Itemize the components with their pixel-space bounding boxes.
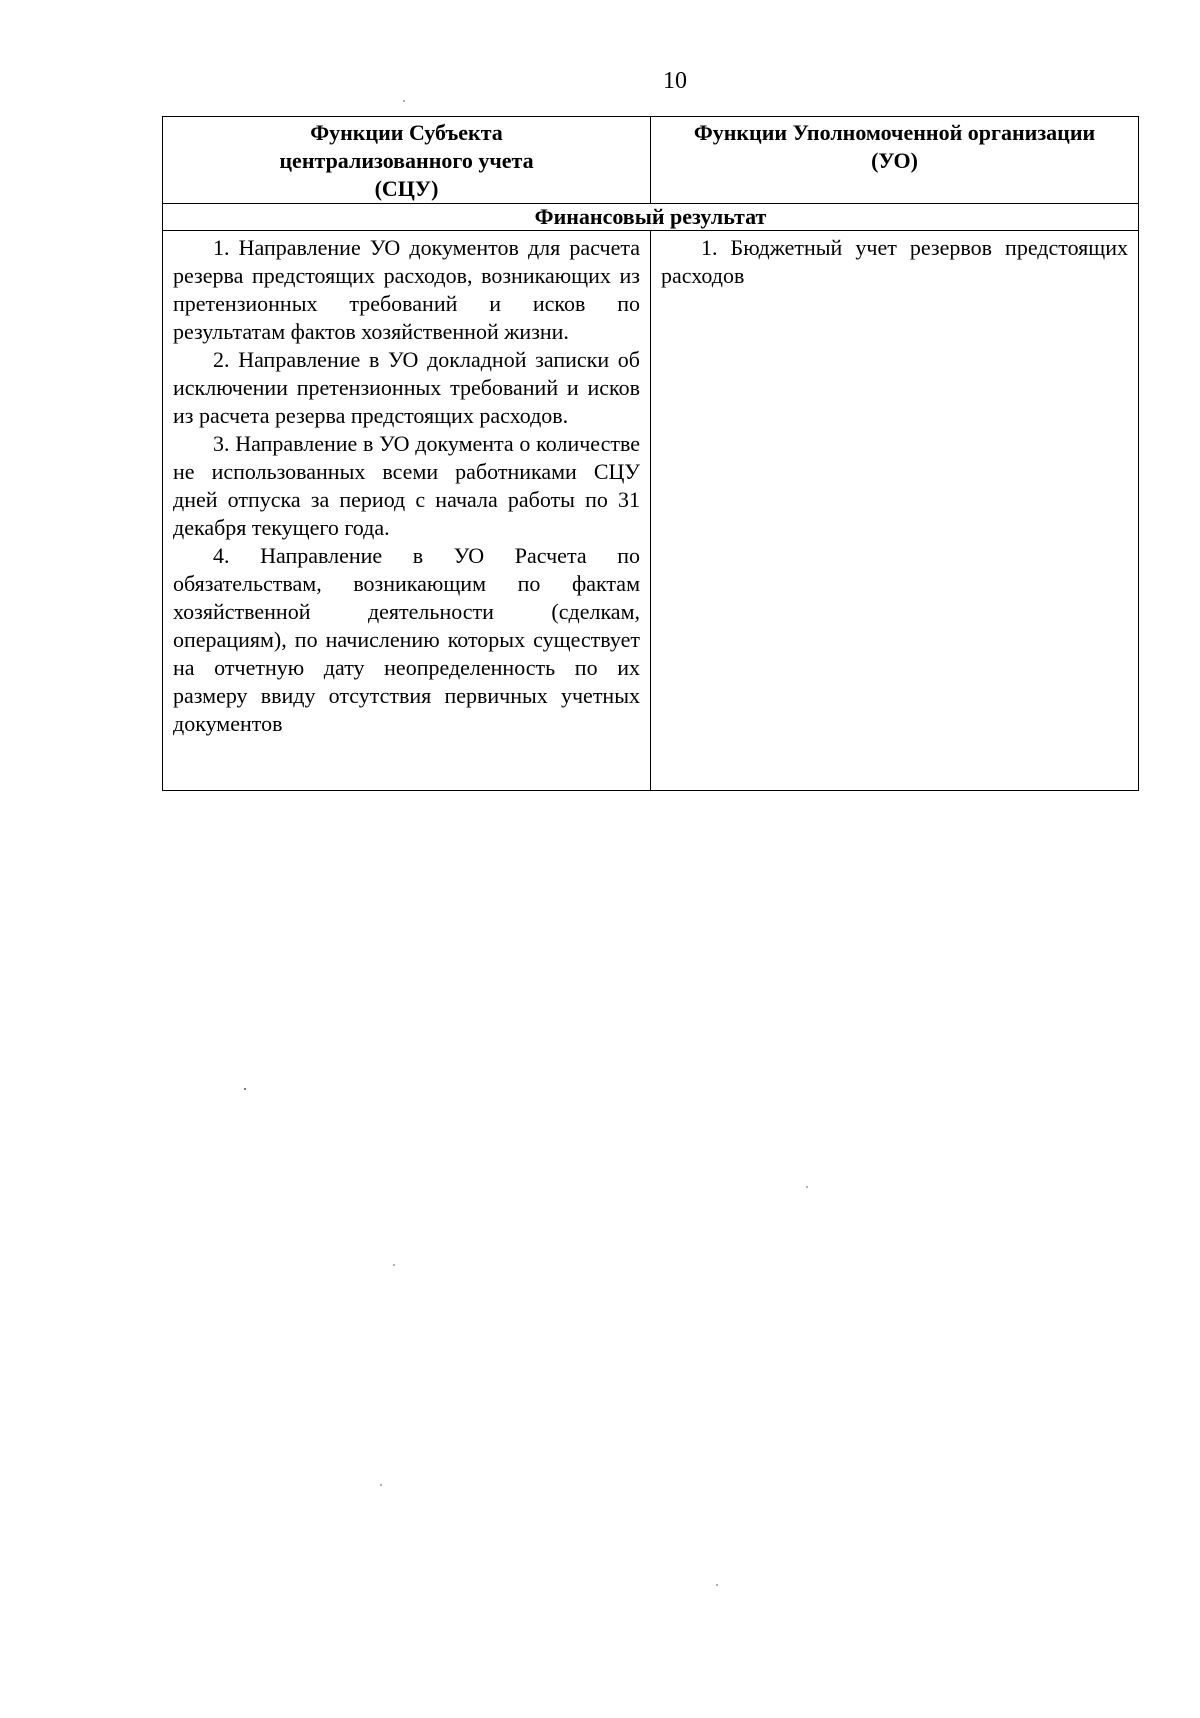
header-right-line-1: Функции Уполномоченной организации	[693, 120, 1096, 145]
left-item-4: 4. Направление в УО Расчета по обязательствам, возникающим по фактам хозяйственной деятельности (сделкам, операциям), по начислению которых существует на отчетную дату неопределенность по их размеру ввиду отсутствия первичных учетных документов	[173, 543, 640, 736]
page-number: 10	[663, 68, 687, 94]
functions-table	[162, 116, 1139, 791]
header-right-line-2: (УО)	[871, 148, 918, 173]
left-item-2: 2. Направление в УО докладной записки об исключении претензионных требований и исков из расчета резерва предстоящих расходов.	[173, 347, 640, 428]
left-item-3: 3. Направление в УО документа о количестве не использованных всеми работниками СЦУ дней отпуска за период с начала работы по 31 декабря текущего года.	[173, 431, 640, 540]
header-right-cell	[651, 117, 1139, 204]
scan-speck	[244, 1088, 246, 1090]
table-row	[163, 231, 1139, 791]
left-item-1: 1. Направление УО документов для расчета резерва предстоящих расходов, возникающих из претензионных требований и исков по результатам фактов хозяйственной жизни.	[173, 235, 640, 344]
header-left-line-2: централизованного учета	[279, 148, 534, 173]
section-row	[163, 204, 1139, 231]
header-left-line-1: Функции Субъекта	[310, 120, 503, 145]
section-title: Финансовый результат	[163, 204, 1139, 231]
header-left-cell	[163, 117, 651, 204]
right-item-1: 1. Бюджетный учет резервов предстоящих расходов	[661, 235, 1128, 288]
left-functions-cell	[163, 231, 651, 791]
scan-speck	[380, 1484, 382, 1486]
header-left-line-3: (СЦУ)	[374, 176, 439, 201]
scan-speck	[403, 100, 405, 102]
scan-speck	[806, 1186, 808, 1188]
scan-speck	[393, 1264, 395, 1266]
table-header-row	[163, 117, 1139, 204]
right-functions-cell	[651, 231, 1139, 791]
scan-speck	[716, 1584, 718, 1586]
